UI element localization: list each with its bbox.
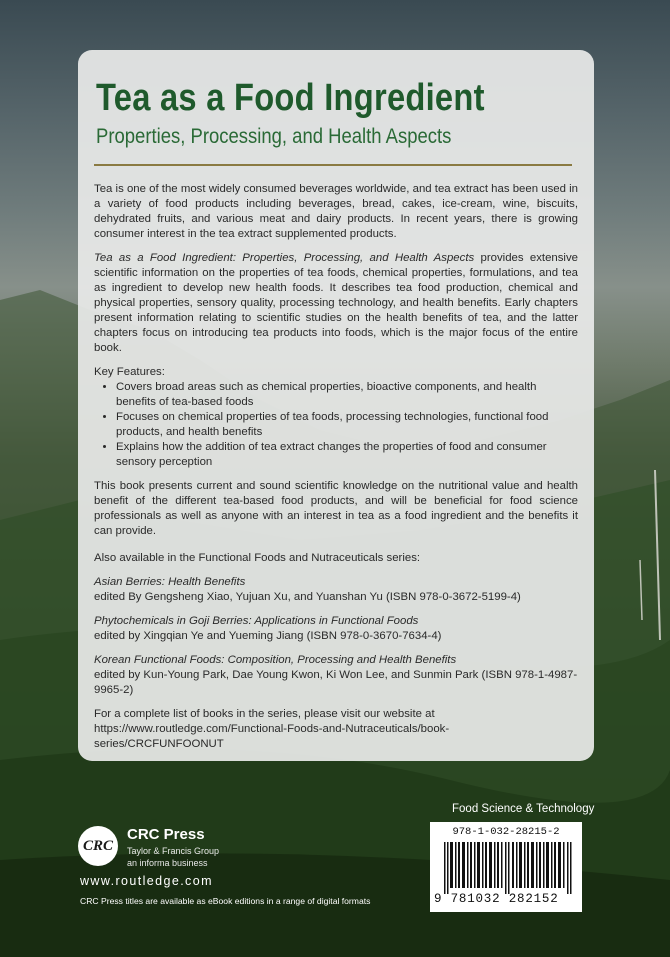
series-book bbox=[94, 575, 578, 605]
series-book-meta: edited by Xingqian Ye and Yueming Jiang (ISBN 978-0-3670-7634-4) bbox=[94, 630, 442, 642]
back-cover-text-panel bbox=[78, 50, 594, 761]
book-title: Tea as a Food Ingredient bbox=[96, 77, 485, 119]
intro-paragraph: Tea is one of the most widely consumed beverages worldwide, and tea extract has been used in a variety of food products including beverages, bread, cakes, ice-cream, wine, biscuits, dehydrated fruits, and various meat and dairy products. In recent years, there is growing consumer interest in the tea extract supplemented products. bbox=[94, 183, 578, 240]
series-book bbox=[94, 614, 578, 644]
key-features-list bbox=[94, 380, 578, 470]
isbn-barcode-digits: 9 781032 282152 bbox=[434, 892, 559, 906]
series-url: https://www.routledge.com/Functional-Foods-and-Nutraceuticals/book-series/CRCFUNFOONUT bbox=[94, 723, 450, 750]
overview-paragraph bbox=[94, 251, 578, 356]
series-website bbox=[94, 707, 578, 752]
overview-book-title: Tea as a Food Ingredient: Properties, Processing, and Health Aspects bbox=[94, 252, 475, 264]
overview-text: provides extensive scientific information on the properties of tea foods, chemical properties, formulations, and tea as ingredient to develop new health foods. It describes tea food production, chemical and physical properties, sensory quality, processing technology, and health benefits. Early chapters present information relating to scientific studies on the health benefits of tea, and the latter chapters focus on introducing tea products into foods, which is the major focus of the entire book. bbox=[94, 252, 578, 354]
crc-logo-icon bbox=[78, 826, 118, 866]
feature-item: • Covers broad areas such as chemical properties, bioactive components, and health benefits of tea-based foods bbox=[116, 380, 578, 410]
website-intro: For a complete list of books in the series, please visit our website at bbox=[94, 708, 435, 720]
feature-item: • Explains how the addition of tea extract changes the properties of food and consumer sensory perception bbox=[116, 440, 578, 470]
barcode-icon bbox=[444, 842, 572, 894]
series-heading: Also available in the Functional Foods and Nutraceuticals series: bbox=[94, 552, 421, 564]
series-book-title: Korean Functional Foods: Composition, Processing and Health Benefits bbox=[94, 654, 457, 666]
series-book-title: Phytochemicals in Goji Berries: Applications in Functional Foods bbox=[94, 615, 419, 627]
ebook-note: CRC Press titles are available as eBook editions in a range of digital formats bbox=[80, 896, 371, 906]
feature-item: • Focuses on chemical properties of tea foods, processing technologies, functional food products, and health benefits bbox=[116, 410, 578, 440]
key-features-heading: Key Features: bbox=[94, 366, 165, 378]
subject-category: Food Science & Technology bbox=[452, 803, 595, 815]
series-book bbox=[94, 653, 578, 698]
series-book-title: Asian Berries: Health Benefits bbox=[94, 576, 246, 588]
publisher-group: Taylor & Francis Group bbox=[127, 846, 220, 856]
blurb bbox=[94, 182, 578, 752]
series-book-meta: edited By Gengsheng Xiao, Yujuan Xu, and Yuanshan Yu (ISBN 978-0-3672-5199-4) bbox=[94, 591, 521, 603]
isbn-text: 978-1-032-28215-2 bbox=[452, 826, 560, 838]
publisher-website: www.routledge.com bbox=[80, 874, 213, 888]
publisher-business: an informa business bbox=[127, 858, 208, 868]
book-subtitle: Properties, Processing, and Health Aspects bbox=[96, 125, 452, 148]
summary-paragraph: This book presents current and sound scientific knowledge on the nutritional value and health benefit of the different tea-based food products, and will be beneficial for food science professionals as well as anyone with an interest in tea as a food ingredient and the benefits it can provide. bbox=[94, 480, 578, 537]
publisher-name: CRC Press bbox=[127, 826, 205, 843]
crc-logo-mark: CRC bbox=[82, 837, 113, 854]
series-book-meta: edited by Kun-Young Park, Dae Young Kwon, Ki Won Lee, and Sunmin Park (ISBN 978-1-4987-9965-2) bbox=[94, 669, 578, 696]
title-divider bbox=[94, 164, 572, 166]
isbn-barcode bbox=[430, 822, 582, 912]
